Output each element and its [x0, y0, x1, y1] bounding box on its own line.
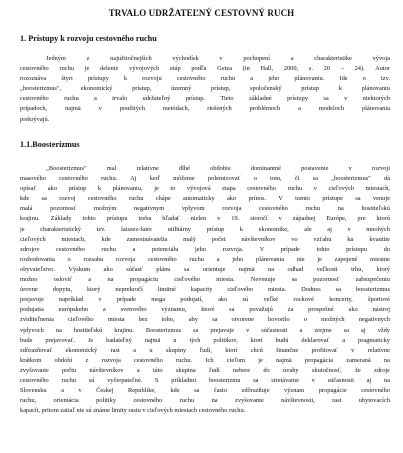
paragraph [20, 54, 390, 125]
text-line: rozhodovania o rozsahu rozvoja cestovného ruchu a jeho plánovania nie je zapojené miestne [20, 255, 390, 263]
text-line: zdôrazňovať ekonomický rast a u skupiny ľudí, ktorí chcú finančne profitovať v relatívne [20, 346, 390, 354]
text-line: masového cestovného ruchu. Aj keď môžeme polemizovať o tom, či sa „boosterizmus" dá [20, 175, 390, 183]
text-line: cestovného ruchu sú vyčerpateľné. S príkladmi boosterizmu sa stretávame v súčasnosti aj na [20, 376, 390, 384]
text-line: opísať ako prístup k plánovaniu, je to vývojová etapa cestovného ruchu v cieľových miestach, [20, 185, 390, 193]
text-line: „Boosterizmus" mal relatívne dlhé obdobie dominantné postavenie v rozvoji [46, 165, 390, 172]
text-line: kde sa rozvoj cestovného ruchu chápe automaticky ako prínos. V tomto prístupe sa venuje [20, 195, 390, 203]
text-line: zviditeľnenia cieľového miesta bez toho, aby sa otvorene hovorilo o možných negatívnych [20, 316, 390, 324]
text-line: prípadoch, najmä v použitých metódach, riešených problémoch a modeloch plánovania [20, 105, 390, 113]
text-line: podujatia európskeho a svetového významu, ktoré sa považujú za prospešné ako nástroj [20, 306, 390, 314]
text-line: Jedným z najužitočnejších východísk v pochopení a charakteristike vývoja [46, 55, 390, 62]
text-line: rozoznáva štyri prístupy k rozvoju cestovného ruchu a jeho plánovaniu. Ide o tzv. [20, 75, 390, 83]
text-line: prekrývajú. [20, 115, 50, 123]
text-line: obyvateľstvo. Výskum ako súčasť plánu sa orientuje najmä na odhad veľkosti trhu, ktorý [20, 265, 390, 273]
text-line: kapacít, pritom zatiaľ nie sú známe limity rastu v cieľových miestach cestovného ruchu. [20, 407, 246, 415]
text-line: vplyvoch na hostiteľskú krajinu. Boosterizmus sa prejavuje v súčasnosti a zrejme sa aj vždy [20, 326, 390, 334]
text-line: úrovne dopytu, ktorý neprekročí limitné kapacity cieľového miesta. Dodnes sa boosterizmus [20, 286, 390, 294]
text-line: bude prejavovať. Je badateľný najmä u tých politikov, ktorí budú deklarovať a pragmaticky [20, 336, 390, 344]
section-heading: 1. Prístupy k rozvoju cestovného ruchu [20, 34, 157, 43]
text-line: zvyšovanie počtu návštevníkov a táto skupina ľudí nebere do úvahy skutočnosť, že zdroje [20, 366, 390, 374]
subsection-heading: 1.1.Boosterizmus [20, 140, 80, 149]
text-line: krajinu. Základy tohto prístupu treba hľadať nielen v 19. storočí v západnej Európe, pre ktorú [20, 215, 390, 223]
text-line: malá pozornosť možným negatívnym vplyvom rozvoja cestovného ruchu na hostiteľskú [20, 205, 390, 213]
text-line: cestovného ruchu je delenie vývojových etáp podľa Getza (in Hall, 2000, s. 20 – 24). Autor [20, 65, 390, 73]
text-line: zdrojov cestovného ruchu a potenciálu jeho rozvoja. V prípade tohto prístupu do [20, 245, 390, 253]
text-line: možno osloviť a na propagáciu cieľového miesta. Nevenuje sa pozornosť zabezpečeniu [20, 276, 390, 284]
text-line: ruchu, orientácia politiky cestovného ruchu na zvyšovanie návštevnosti, rast ubytovacích [20, 397, 390, 405]
text-line: krátkom období z rozvoja cestovného ruchu. Ich cieľom je najmä propagácia zameraná na [20, 356, 390, 364]
text-line: cieľových miestach, kde zamestnávatelia malý počet návštevníkov vo vzťahu ku kvantite [20, 235, 390, 243]
text-line: cestovného ruchu a trvalo udržateľný prístup. Tieto základné prístupy sa v niektorých [20, 95, 390, 103]
text-line: je charakteristický tzv. laissez-faire utilitárny prístup k ekonomike, ale aj v mnohých [20, 225, 390, 233]
document-title: TRVALO UDRŽATEĽNÝ CESTOVNÝ RUCH [108, 8, 295, 18]
text-line: Slovensku a v Českej Republike, kde sa často zdôrazňuje význam propagácie cestovného [20, 387, 390, 395]
text-line: „boosterizmus", ekonomický prístup, územný prístup, spoločenský prístup k plánovaniu [20, 85, 390, 93]
text-line: prejavuje napríklad v prípade mega podujatí, ako sú veľké rockové koncerty, športové [20, 296, 390, 304]
paragraph [20, 164, 390, 416]
